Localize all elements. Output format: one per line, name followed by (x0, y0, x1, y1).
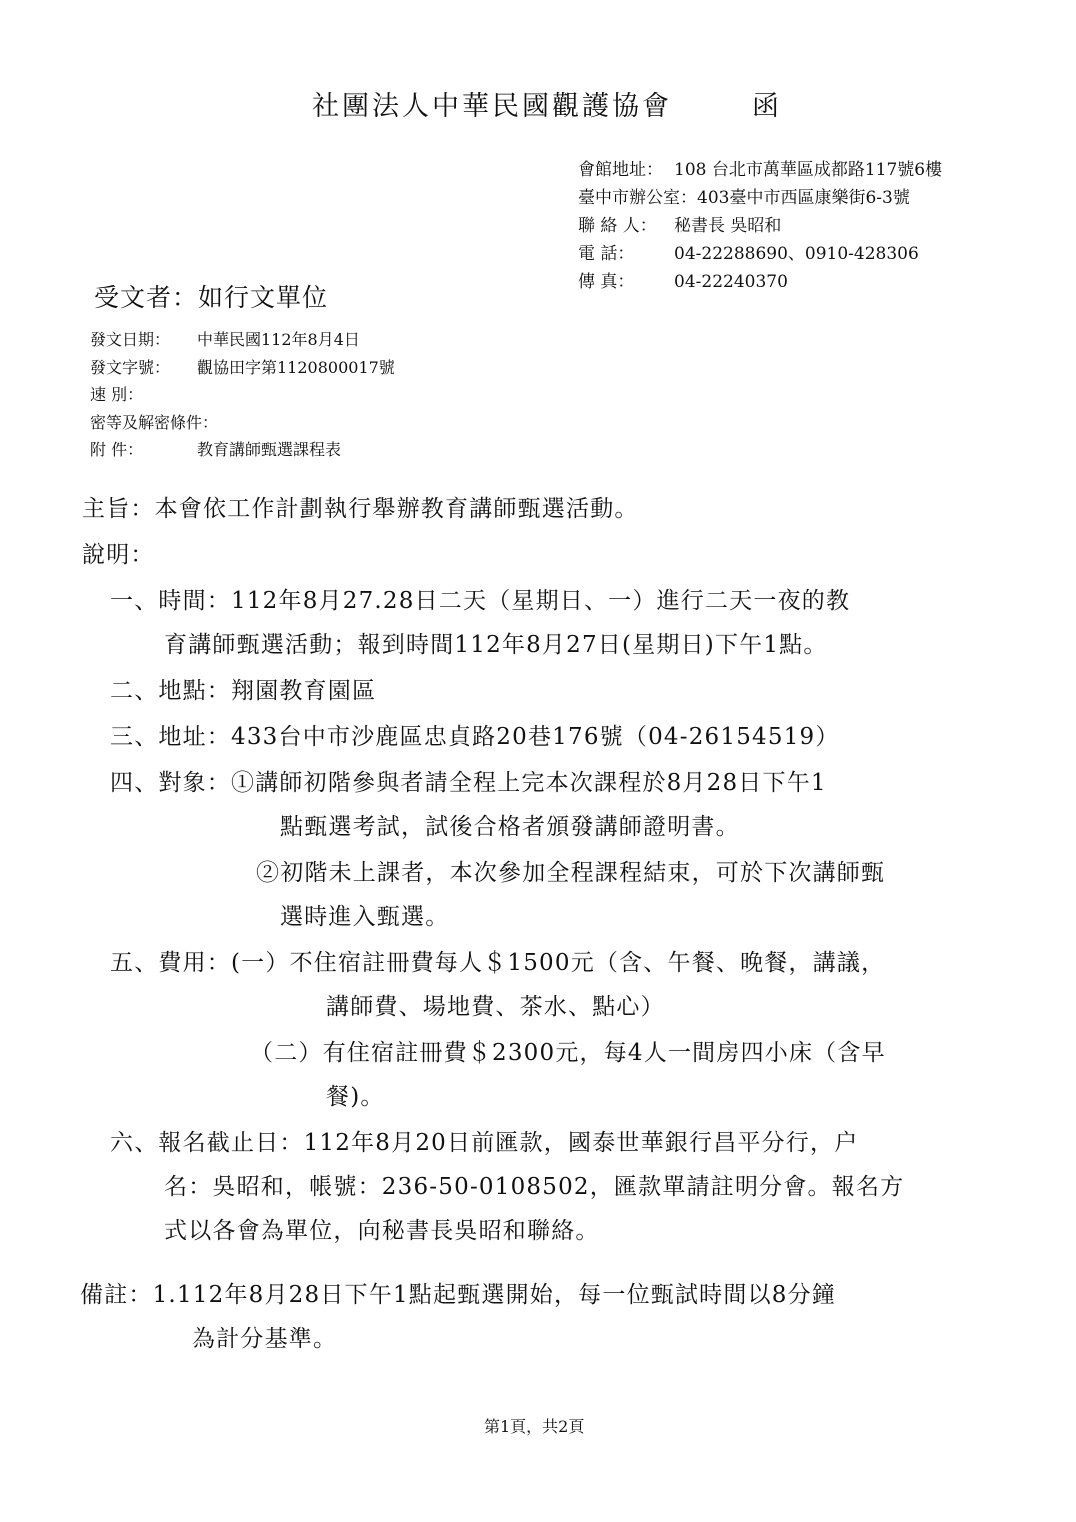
item-5-line-2: 講師費、場地費、茶水、點心） (326, 994, 665, 1020)
contact-block (578, 156, 942, 296)
item-4-line-2: 點甄選考試，試後合格者頒發講師證明書。 (280, 814, 740, 840)
contact-person: 聯 絡 人： 秘書長 吳昭和 (578, 216, 782, 236)
item-5-line-1: 五、費用：(一）不住宿註冊費每人＄1500元（含、午餐、晚餐，講議， (110, 950, 886, 976)
meta-block (90, 326, 395, 464)
item-3: 三、地址：433台中市沙鹿區忠貞路20巷176號（04-26154519） (110, 724, 840, 750)
meta-number: 發文字號： 觀協田字第1120800017號 (90, 357, 395, 377)
item-4-line-4: 選時進入甄選。 (280, 904, 450, 930)
item-1-line-1: 一、時間：112年8月27.28日二天（星期日、一）進行二天一夜的教 (110, 588, 851, 614)
contact-office: 臺中市辦公室：403臺中市西區康樂街6-3號 (578, 188, 910, 208)
page-number: 第1頁，共2頁 (484, 1417, 585, 1436)
contact-address: 會館地址： 108 台北市萬華區成都路117號6樓 (578, 160, 943, 180)
item-4-line-1: 四、對象：①講師初階參與者請全程上完本次課程於8月28日下午1 (110, 770, 827, 796)
contact-phone: 電 話： 04-22288690、0910-428306 (578, 244, 919, 264)
item-6-line-3: 式以各會為單位，向秘書長吳昭和聯絡。 (164, 1218, 600, 1244)
contact-fax: 傳 真： 04-22240370 (578, 272, 788, 292)
item-1-line-2: 育講師甄選活動；報到時間112年8月27日(星期日)下午1點。 (164, 632, 828, 658)
meta-speed: 速 別： (90, 385, 144, 404)
explanation-heading: 說明： (82, 542, 155, 568)
item-6-line-2: 名：吳昭和，帳號：236-50-0108502，匯款單請註明分會。報名方 (164, 1174, 905, 1200)
subject: 主旨：本會依工作計劃執行舉辦教育講師甄選活動。 (82, 496, 639, 522)
item-5-line-3: （二）有住宿註冊費＄2300元，每4人一間房四小床（含早 (250, 1040, 886, 1066)
item-4-line-3: ②初階未上課者，本次參加全程課程結束，可於下次講師甄 (256, 860, 886, 886)
meta-date: 發文日期： 中華民國112年8月4日 (90, 330, 360, 349)
meta-attachment: 附 件： 教育講師甄選課程表 (90, 440, 342, 459)
remarks-line-1: 備註：1.112年8月28日下午1點起甄選開始，每一位甄試時間以8分鐘 (80, 1282, 837, 1308)
item-6-line-1: 六、報名截止日：112年8月20日前匯款，國泰世華銀行昌平分行，户 (110, 1130, 859, 1156)
meta-classification: 密等及解密條件： (90, 412, 219, 432)
item-2: 二、地點：翔園教育園區 (110, 678, 377, 704)
remarks-line-2: 為計分基準。 (192, 1326, 338, 1352)
org-name: 社團法人中華民國觀護協會 (312, 91, 672, 122)
recipient: 受文者：如行文單位 (94, 283, 329, 312)
item-5-line-4: 餐)。 (326, 1084, 385, 1110)
doc-type: 函 (752, 91, 782, 122)
